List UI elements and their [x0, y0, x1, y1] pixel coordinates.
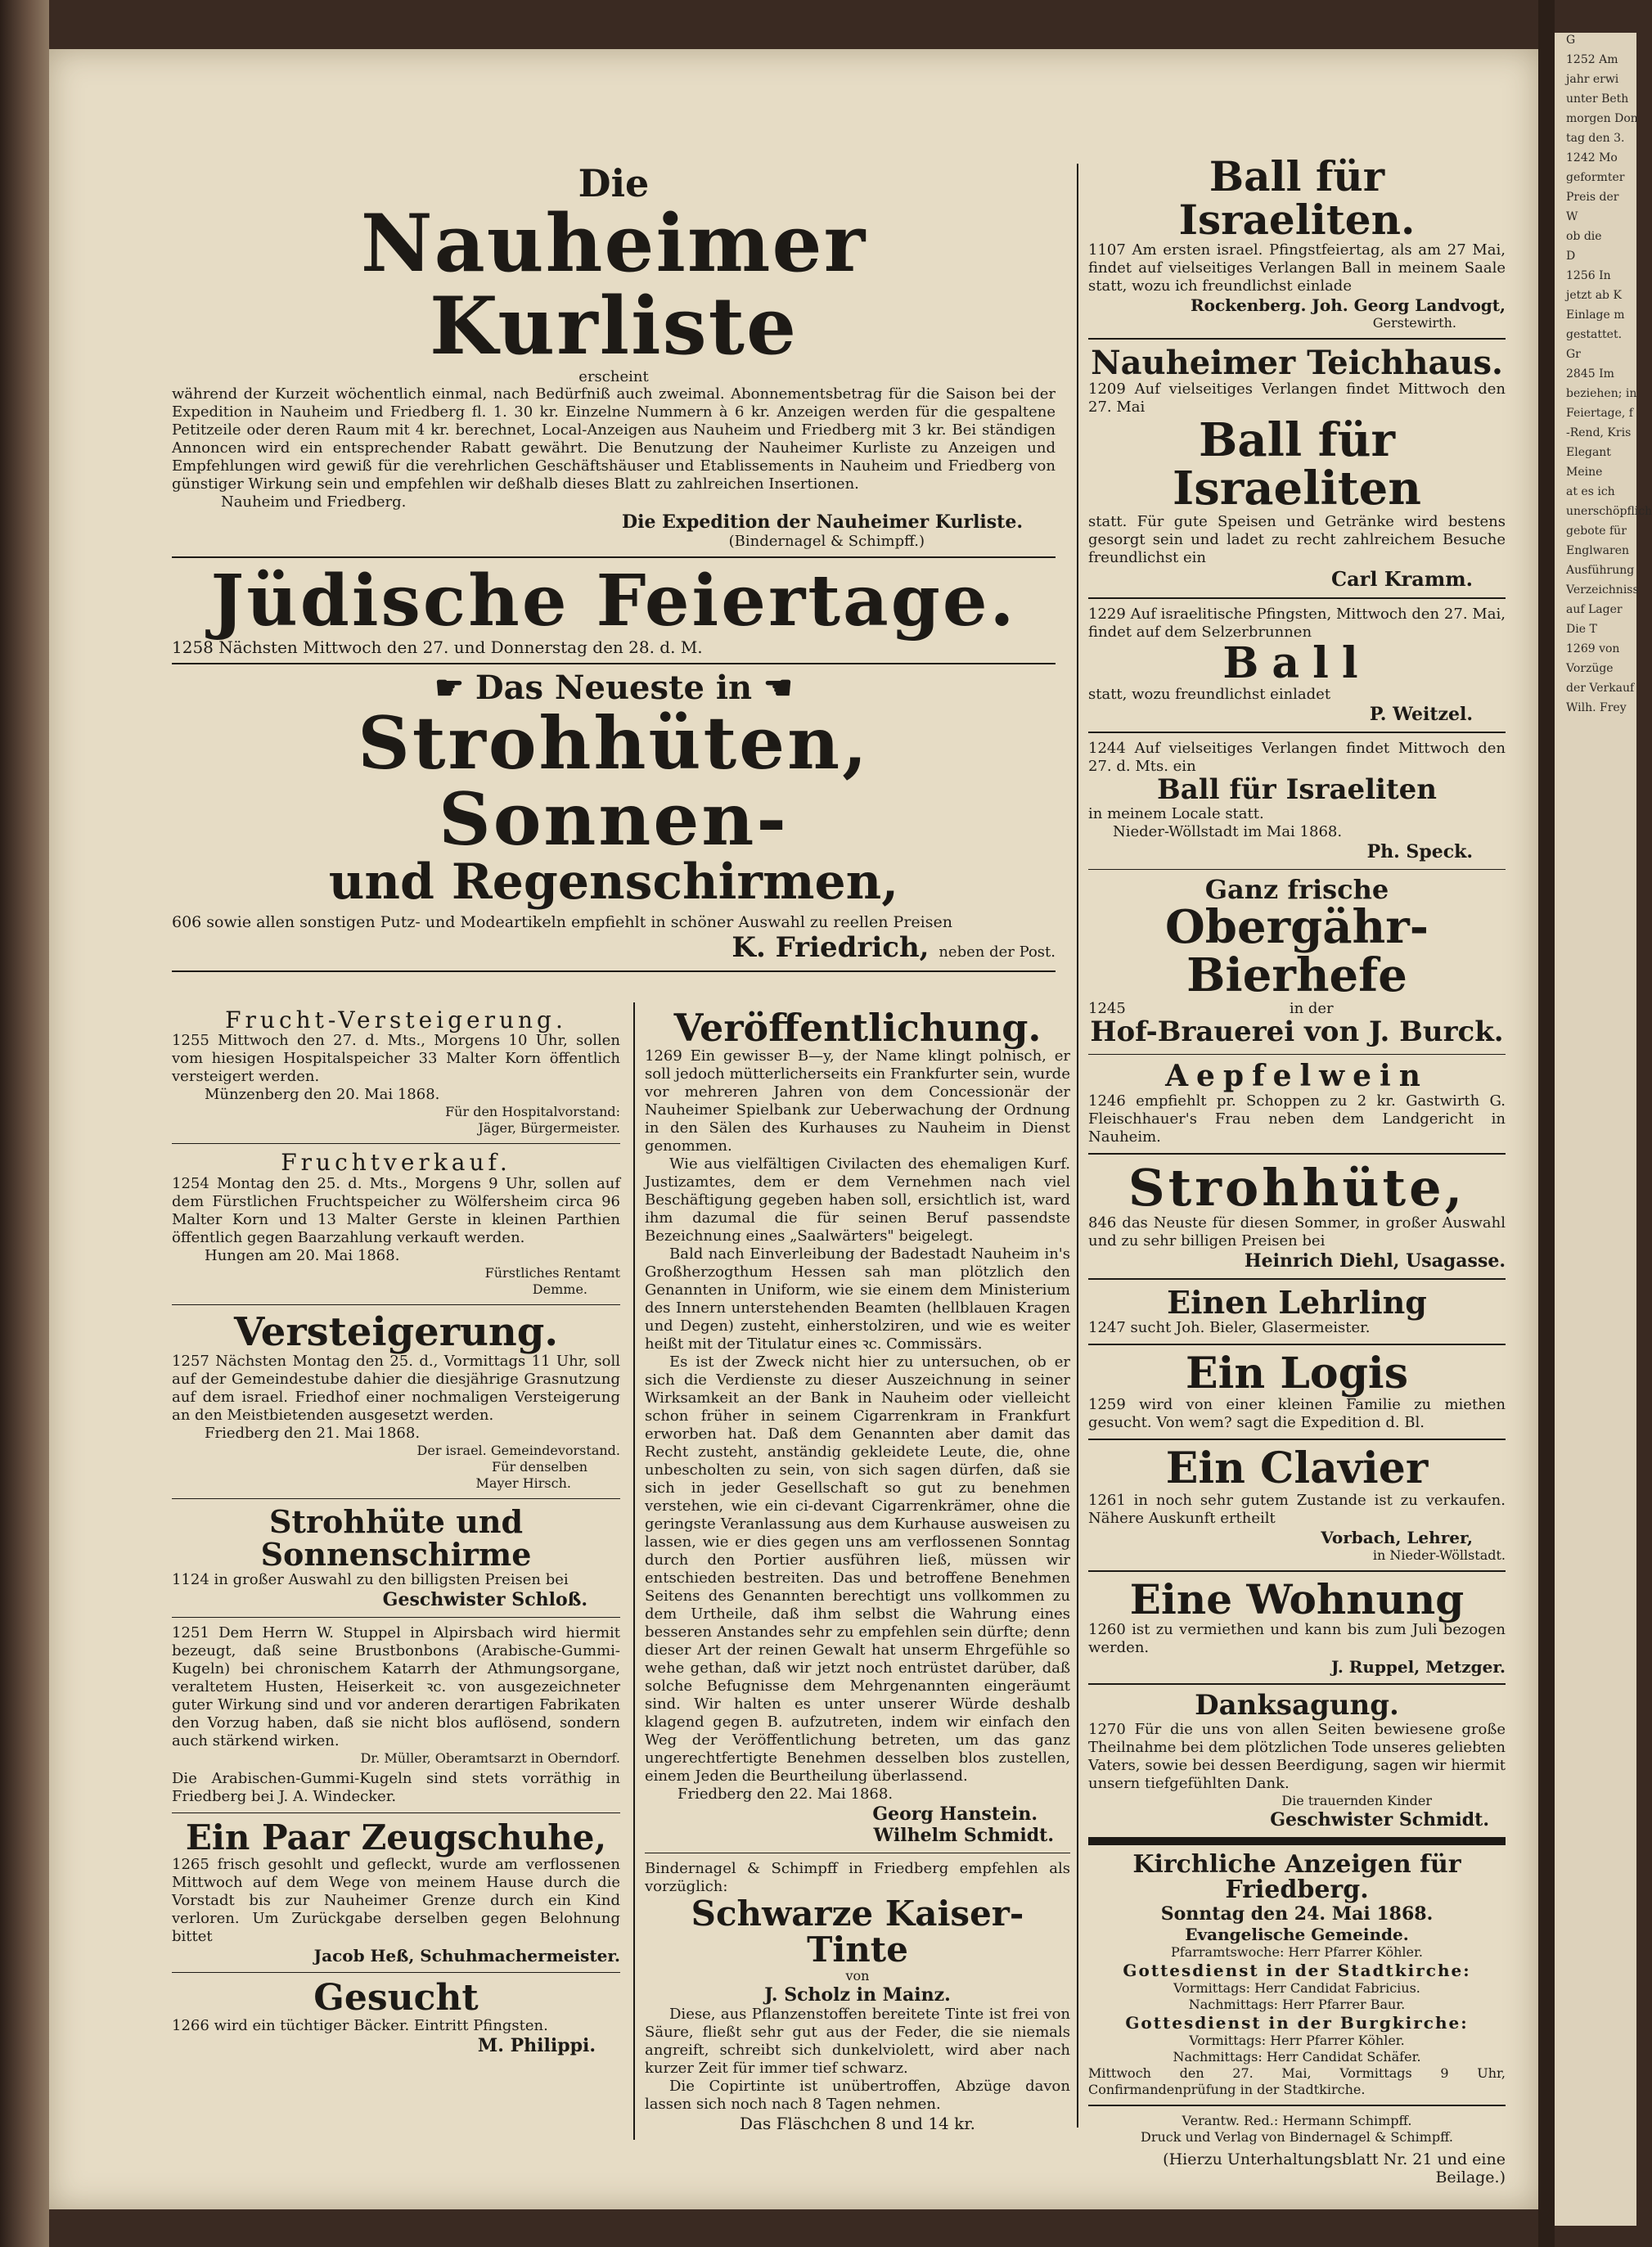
adjacent-page-fragment: unerschöpflich: [1566, 505, 1652, 518]
adjacent-page-fragment: Preis der: [1566, 191, 1619, 204]
adjacent-page-fragment: 1242 Mo: [1566, 151, 1618, 164]
kirch-gemeinde: Evangelische Gemeinde.: [1185, 1924, 1409, 1944]
divider: [1088, 869, 1506, 870]
schuhe-text: 1265 frisch gesohlt und gefleckt, wurde am verflossenen Mittwoch auf dem Wege von meinem Hause durch die Vorstadt bis zur Nauheimer Grenze durch ein Kind verloren. Um Zurückgabe derselben gegen Belohnung bittet: [172, 1856, 620, 1946]
veroff-p2: Wie aus vielfältigen Civilacten des ehemaligen Kurf. Justizamtes, dem er dem Vernehmen nach viel Beschäftigung gegeben haben soll, ersichtlich ist, ward ihm dazumal die für seinen Beruf passendste Bezeichnung eines „Saalwärters" beigelegt.: [645, 1155, 1070, 1245]
tinte-pre: Bindernagel & Schimpff in Friedberg empfehlen als vorzüglich:: [645, 1860, 1070, 1896]
frucht-date: Münzenberg den 20. Mai 1868.: [205, 1086, 440, 1104]
tinte-title: Schwarze Kaiser-Tinte: [691, 1894, 1024, 1970]
verkauf-date: Hungen am 20. Mai 1868.: [205, 1246, 400, 1264]
ball1-signature-2: Gerstewirth.: [1372, 315, 1456, 331]
ball4-date: Nieder-Wöllstadt im Mai 1868.: [1113, 822, 1343, 840]
ball4-signature: Ph. Speck.: [1366, 840, 1473, 862]
column-rule-middle: [633, 1002, 635, 2140]
diehl-title: Strohhüte,: [1128, 1157, 1466, 1218]
tinte-maker: J. Scholz in Mainz.: [764, 1984, 951, 2006]
divider: [172, 1143, 620, 1144]
ball1-title: Ball für Israeliten.: [1178, 152, 1416, 244]
divider: [1088, 732, 1506, 733]
wohnung-title: Eine Wohnung: [1129, 1574, 1465, 1623]
kirchliche-anzeigen: [1088, 1849, 1506, 2098]
kirch-burg-2: Nachmittags: Herr Candidat Schäfer.: [1173, 2048, 1421, 2065]
frucht-text: 1255 Mittwoch den 27. d. Mts., Morgens 10 Uhr, sollen vom hiesigen Hospitalspeicher 33 Malter Korn öffentlich versteigert werden.: [172, 1032, 620, 1086]
kirch-burg-1: Vormittags: Herr Pfarrer Köhler.: [1189, 2032, 1405, 2048]
left-wide-column: [172, 161, 1056, 979]
adjacent-page-fragment: 1256 In: [1566, 269, 1611, 282]
apfel-title: Aepfelwein: [1165, 1058, 1429, 1093]
divider: [1088, 1054, 1506, 1055]
teich-title: Nauheimer Teichhaus.: [1091, 344, 1503, 382]
adjacent-page-fragment: G: [1566, 34, 1576, 47]
hefe-title: Obergähr-Bierhefe: [1165, 900, 1429, 1003]
dank-text: 1270 Für die uns von allen Seiten bewiesene große Theilnahme bei dem plötzlichen Tode unseres geliebten Vaters, sowie bei dessen Beerdigung, sagen wir hiermit unsern tiefgefühlten Dank.: [1088, 1720, 1506, 1792]
logis-title: Ein Logis: [1186, 1348, 1408, 1398]
veroff-date: Friedberg den 22. Mai 1868.: [677, 1785, 894, 1803]
kurliste-signature: Die Expedition der Nauheimer Kurliste.: [622, 511, 1023, 533]
adjacent-page-fragment: Meine: [1566, 466, 1603, 479]
adjacent-page-fragment: Wilh. Frey: [1566, 701, 1627, 714]
hefe-signature: Hof-Brauerei von J. Burck.: [1090, 1015, 1504, 1049]
adjacent-page-fragment: ob die: [1566, 230, 1602, 243]
adjacent-page-fragment: D: [1566, 250, 1576, 263]
schloss-signature: Geschwister Schloß.: [382, 1588, 587, 1610]
divider: [172, 1498, 620, 1499]
gesucht-title: Gesucht: [313, 1977, 479, 2020]
adjacent-page-fragment: Feiertage, f: [1566, 407, 1633, 420]
ball3-text-2: statt, wozu freundlichst einladet: [1088, 686, 1331, 704]
kurliste-place: Nauheim und Friedberg.: [221, 493, 407, 511]
hefe-pre: Ganz frische: [1204, 873, 1389, 905]
adjacent-page-fragment: gebote für: [1566, 525, 1627, 538]
adjacent-page-fragment: der Verkauf: [1566, 682, 1635, 695]
divider: [1088, 1837, 1506, 1845]
veroff-signature-1: Georg Hanstein.: [872, 1803, 1038, 1826]
kirch-date: Sonntag den 24. Mai 1868.: [1160, 1903, 1434, 1925]
clavier-signature: Vorbach, Lehrer,: [1321, 1527, 1473, 1547]
adjacent-page-fragment: Elegant: [1566, 446, 1611, 459]
ball1-signature: Rockenberg. Joh. Georg Landvogt,: [1190, 295, 1506, 315]
veroff-p4: Es ist der Zweck nicht hier zu untersuchen, ob er sich die Verdienste zu dieser Auszeichnung in seiner Wirksamkeit an der Bank in Nauheim oder vielleicht schon früher in seinem Cigarrenkram in Frankfurt erworben hat. Daß dem Genannten aber damit das Recht zusteht, anständig gekleidete Leute, die, ohne unbescholten zu sein, von sich sagen dürfen, daß sie sich in jeder Gesellschaft so gut zu benehmen verstehen, wie ein ci-devant Cigarrenkrämer, ohne die geringste Veranlassung aus dem Kurhause ausweisen zu lassen, wie er dies gegen uns am verflossenen Sonntag durch den Portier ausführen ließ, müssen wir entschieden bestreiten. Das und betroffene Benehmen Seitens des Genannten berechtigt uns vollkommen zu dem Urtheile, daß ihm selbst die Wahrung eines besseren Anstandes sehr zu empfehlen sein dürfte; denn dieser Art der reinen Gewalt hat unserm Ehrgefühle so wehe gethan, daß wir jetzt noch entrüstet darüber, daß solche Befugnisse dem Mehrgenannten eingeräumt sind. Wir halten es unter unserer Würde deshalb klagend gegen B. aufzutreten, indem wir einfach den Weg der Veröffentlichung betreten, um das ganz ungerechtfertigte Benehmen desselben blos zustellen, einem Jeden die Beurtheilung überlassend.: [645, 1353, 1070, 1785]
clavier-title: Ein Clavier: [1165, 1443, 1429, 1494]
kurliste-die: Die: [578, 161, 650, 205]
divider: [1088, 597, 1506, 599]
schuhe-signature: Jacob Heß, Schuhmachermeister.: [313, 1946, 620, 1966]
veroff-p1: 1269 Ein gewisser B—y, der Name klingt polnisch, er soll jedoch mütterlicherseits ein Frankfurter sein, wurde vor mehreren Jahren von dem Concessionär der Nauheimer Spielbank zur Ueberwachung der Ordnung in den Sälen des Kurhauses zu Nauheim in Dienst genommen.: [645, 1047, 1070, 1155]
divider: [1088, 1344, 1506, 1345]
ball4-text: 1244 Auf vielseitiges Verlangen findet Mittwoch den 27. d. Mts. ein: [1088, 740, 1506, 776]
adjacent-page-fragment: unter Beth: [1566, 92, 1629, 106]
divider: [1088, 1570, 1506, 1572]
divider: [1088, 1278, 1506, 1280]
divider: [172, 970, 1056, 972]
feiertage-ad: [172, 559, 1056, 658]
stroh-signature: K. Friedrich, neben der Post.: [731, 930, 1056, 964]
dank-signature-1: Die trauernden Kinder: [1281, 1792, 1432, 1808]
right-column: [1088, 152, 1506, 2186]
adjacent-page-fragment: geformter: [1566, 171, 1625, 184]
stroh-title: Strohhüten, Sonnen-: [358, 700, 870, 862]
kurliste-text: während der Kurzeit wöchentlich einmal, nach Bedürfniß auch zweimal. Abonnementsbetrag für die Saison bei der Expedition in Nauheim und Friedberg fl. 1. 30 kr. Einzelne Nummern à 6 kr. Anzeigen werden für die gespaltene Petitzeile oder deren Raum mit 4 kr. berechnet, Local-Anzeigen aus Nauheim und Friedberg mit 3 kr. Bei ständigen Annoncen wird ein entsprechender Rabatt gewährt. Die Benutzung der Nauheimer Kurliste zu Anzeigen und Empfehlungen wird gewiß für die verehrlichen Geschäftshäuser und Etablissements in Nauheim und Friedberg von günstiger Wirkung sein und empfehlen wir deßhalb dieses Blatt zu zahlreichen Insertionen.: [172, 385, 1056, 493]
adjacent-page-fragment: Gr: [1566, 348, 1581, 361]
stroh-text: 606 sowie allen sonstigen Putz- und Modeartikeln empfiehlt in schöner Auswahl zu reellen Preisen: [172, 912, 952, 931]
kirch-stadt-1: Vormittags: Herr Candidat Fabricius.: [1173, 1979, 1420, 1996]
verst-title: Versteigerung.: [233, 1308, 559, 1355]
verkauf-sig-2: Demme.: [532, 1281, 587, 1297]
adjacent-page-fragment: jetzt ab K: [1566, 289, 1622, 302]
adjacent-page-fragment: 1269 von: [1566, 642, 1620, 655]
kirch-burgkirche: Gottesdienst in der Burgkirche:: [1125, 2012, 1469, 2033]
schloss-text: 1124 in großer Auswahl zu den billigsten Preisen bei: [172, 1570, 569, 1588]
divider: [172, 1972, 620, 1973]
kirch-title: Kirchliche Anzeigen für Friedberg.: [1132, 1849, 1461, 1905]
adjacent-page-fragment: gestattet.: [1566, 328, 1623, 341]
verkauf-sig-1: Fürstliches Rentamt: [484, 1264, 620, 1281]
veroff-signature-2: Wilhelm Schmidt.: [873, 1825, 1054, 1847]
adjacent-page-fragment: W: [1566, 210, 1578, 223]
divider: [172, 556, 1056, 558]
adjacent-page-fragment: jahr erwi: [1566, 73, 1619, 86]
wohnung-signature: J. Ruppel, Metzger.: [1330, 1657, 1506, 1677]
divider: [172, 1812, 620, 1813]
lehrling-text: 1247 sucht Joh. Bieler, Glasermeister.: [1088, 1318, 1371, 1336]
left-narrow-column: [172, 1008, 620, 2056]
ball3-title: Ball: [1222, 637, 1371, 688]
beilage-note: (Hierzu Unterhaltungsblatt Nr. 21 und eine Beilage.): [1163, 2150, 1506, 2186]
adjacent-page-fragment: Einlage m: [1566, 308, 1625, 322]
verkauf-title: Fruchtverkauf.: [281, 1149, 511, 1177]
dank-title: Danksagung.: [1195, 1689, 1399, 1722]
ball3-text: 1229 Auf israelitische Pfingsten, Mittwoch den 27. Mai, findet auf dem Selzerbrunnen: [1088, 605, 1506, 641]
divider: [1088, 2105, 1506, 2106]
divider: [1088, 1439, 1506, 1440]
verst-sig-2: Für denselben: [492, 1459, 587, 1475]
gummi-signature: Dr. Müller, Oberamtsarzt in Oberndorf.: [360, 1749, 620, 1766]
divider: [172, 663, 1056, 664]
gummi-text: 1251 Dem Herrn W. Stuppel in Alpirsbach wird hiermit bezeugt, daß seine Brustbonbons (Arabische-Gummi-Kugeln) bei chronischem Katarrh der Athmungsorgane, veraltetem Husten, Heiserkeit ꝛc. von ausgezeichneter guter Wirkung sind und vor anderen derartigen Fabrikaten den Vorzug haben, daß sie nicht blos auflösend, sondern auch stärkend wirken.: [172, 1623, 620, 1749]
veroff-p3: Bald nach Einverleibung der Badestadt Nauheim in's Großherzogthum Hessen sah man plötzlich den Genannten in Uniform, wie sie einem dem Ministerium des Innern unterstehenden Beamten (hellblauen Kragen und Degen) zusteht, einherstolziren, und wie es weiter heißt mit der Titulatur eines ꝛc. Commissärs.: [645, 1245, 1070, 1353]
tinte-von: von: [845, 1968, 870, 1984]
diehl-signature: Heinrich Diehl, Usagasse.: [1244, 1250, 1506, 1272]
feiertage-text: 1258 Nächsten Mittwoch den 27. und Donnerstag den 28. d. M.: [172, 637, 703, 658]
feiertage-title: Jüdische Feiertage.: [210, 559, 1017, 642]
kurliste-title: Nauheimer Kurliste: [360, 197, 867, 373]
gesucht-text: 1266 wird ein tüchtiger Bäcker. Eintritt Pfingsten.: [172, 2017, 548, 2035]
adjacent-page-fragment: Verzeichniss: [1566, 583, 1639, 597]
tinte-price: Das Fläschchen 8 und 14 kr.: [740, 2114, 975, 2134]
middle-column: [645, 1008, 1070, 2133]
frucht-sig-1: Für den Hospitalvorstand:: [445, 1104, 620, 1120]
adjacent-page-fragment: Ausführung: [1566, 564, 1635, 577]
verst-date: Friedberg den 21. Mai 1868.: [205, 1425, 421, 1443]
imprint-2: Druck und Verlag von Bindernagel & Schimpff.: [1141, 2128, 1453, 2145]
adjacent-page-fragment: Die T: [1566, 623, 1597, 636]
tinte-text: Diese, aus Pflanzenstoffen bereitete Tinte ist frei von Säure, fließt sehr gut aus der Feder, die sie niemals angreift, schreibt sich dunkelviolett, wird aber nach kurzer Zeit für immer tief schwarz.: [645, 2006, 1070, 2078]
teich-text-2: statt. Für gute Speisen und Getränke wird bestens gesorgt sein und ladet zu recht zahlreichem Besuche freundlichst ein: [1088, 512, 1506, 566]
kurliste-erscheint: erscheint: [578, 367, 649, 385]
page-gutter: [1538, 0, 1555, 2247]
verst-sig-1: Der israel. Gemeindevorstand.: [416, 1443, 620, 1459]
ball4-text-2: in meinem Locale statt.: [1088, 804, 1264, 822]
pointing-hand-icon: ☛: [434, 669, 475, 708]
adjacent-page-fragment: Englwaren: [1566, 544, 1629, 557]
divider: [1088, 1683, 1506, 1685]
adjacent-page-strip: [1555, 33, 1652, 2226]
divider: [1088, 1153, 1506, 1155]
ball4-title: Ball für Israeliten: [1156, 773, 1438, 807]
adjacent-page-fragment: -Rend, Kris: [1566, 426, 1632, 439]
kirch-stadtkirche: Gottesdienst in der Stadtkirche:: [1123, 1960, 1471, 1980]
logis-text: 1259 wird von einer kleinen Familie zu miethen gesucht. Von wem? sagt die Expedition d. Bl.: [1088, 1396, 1506, 1432]
book-spine: [0, 0, 49, 2247]
divider: [172, 1617, 620, 1618]
lehrling-title: Einen Lehrling: [1167, 1283, 1427, 1321]
adjacent-page-fragment: beziehen; in: [1566, 387, 1637, 400]
ball3-signature: P. Weitzel.: [1369, 704, 1473, 726]
adjacent-page-fragment: at es ich: [1566, 485, 1615, 498]
diehl-text: 846 das Neuste für diesen Sommer, in großer Auswahl und zu sehr billigen Preisen bei: [1088, 1214, 1506, 1250]
adjacent-page-fragment: Vorzüge: [1566, 662, 1614, 675]
teich-text: 1209 Auf vielseitiges Verlangen findet Mittwoch den 27. Mai: [1088, 381, 1506, 416]
teich-ball: Ball für Israeliten: [1173, 413, 1421, 516]
kirch-stadt-2: Nachmittags: Herr Pfarrer Baur.: [1188, 1996, 1406, 2012]
pointing-hand-icon: ☚: [752, 669, 793, 708]
clavier-text: 1261 in noch sehr gutem Zustande ist zu verkaufen. Nähere Auskunft ertheilt: [1088, 1491, 1506, 1527]
newspaper-page: [49, 49, 1538, 2209]
kurliste-ad: [172, 161, 1056, 550]
hefe-line: 1245 in der: [1088, 1000, 1334, 1018]
adjacent-page-fragment: morgen Don: [1566, 112, 1638, 125]
kurliste-signature-2: (Bindernagel & Schimpff.): [728, 532, 925, 550]
strohhuete-friedrich-ad: [172, 671, 1056, 964]
verst-sig-3: Mayer Hirsch.: [475, 1475, 571, 1492]
adjacent-page-fragment: 1252 Am: [1566, 53, 1618, 66]
divider: [172, 1304, 620, 1305]
gummi-note: Die Arabischen-Gummi-Kugeln sind stets vorräthig in Friedberg bei J. A. Windecker.: [172, 1769, 620, 1805]
stroh-pre: ☛ Das Neueste in ☚: [434, 669, 793, 708]
adjacent-page-fragment: 2845 Im: [1566, 367, 1614, 381]
imprint-1: Verantw. Red.: Hermann Schimpff.: [1182, 2112, 1412, 2128]
schloss-title: Strohhüte und Sonnenschirme: [260, 1503, 532, 1574]
column-rule-right: [1077, 164, 1078, 2128]
ball1-text: 1107 Am ersten israel. Pfingstfeiertag, als am 27 Mai, findet auf vielseitiges Verlangen Ball in meinem Saale statt, wozu ich freundlichst einlade: [1088, 241, 1506, 295]
adjacent-page-fragment: auf Lager: [1566, 603, 1623, 616]
frucht-title: Frucht-Versteigerung.: [225, 1006, 567, 1033]
veroff-title: Veröffentlichung.: [673, 1006, 1042, 1050]
teich-signature: Carl Kramm.: [1331, 566, 1473, 591]
stroh-title-2: und Regenschirmen,: [328, 853, 899, 911]
verkauf-text: 1254 Montag den 25. d. Mts., Morgens 9 Uhr, sollen auf dem Fürstlichen Fruchtspeicher zu Wölfersheim circa 96 Malter Korn und 13 Malter Gerste in kleinen Parthien öffentlich gegen Baarzahlung verkauft werden.: [172, 1174, 620, 1246]
clavier-signature-2: in Nieder-Wöllstadt.: [1372, 1547, 1506, 1563]
kirch-burg-3: Mittwoch den 27. Mai, Vormittags 9 Uhr, Confirmandenprüfung in der Stadtkirche.: [1088, 2065, 1506, 2097]
frucht-sig-2: Jäger, Bürgermeister.: [478, 1120, 620, 1137]
verst-text: 1257 Nächsten Montag den 25. d., Vormittags 11 Uhr, soll auf der Gemeindestube dahier die diesjährige Grasnutzung auf dem israel. Friedhof einer nochmaligen Versteigerung an den Meistbietenden ausgesetzt werden.: [172, 1353, 620, 1425]
divider: [1088, 338, 1506, 340]
tinte-text-2: Die Copirtinte ist unübertroffen, Abzüge davon lassen sich noch nach 8 Tagen nehmen.: [645, 2078, 1070, 2114]
schuhe-title: Ein Paar Zeugschuhe,: [185, 1817, 607, 1857]
kirch-woche: Pfarramtswoche: Herr Pfarrer Köhler.: [1171, 1943, 1423, 1960]
adjacent-page-fragment: tag den 3.: [1566, 132, 1625, 145]
gesucht-signature: M. Philippi.: [477, 2035, 596, 2057]
wohnung-text: 1260 ist zu vermiethen und kann bis zum Juli bezogen werden.: [1088, 1621, 1506, 1657]
apfel-text: 1246 empfiehlt pr. Schoppen zu 2 kr. Gastwirth G. Fleischhauer's Frau neben dem Landgericht in Nauheim.: [1088, 1092, 1506, 1146]
dank-signature-2: Geschwister Schmidt.: [1270, 1808, 1489, 1830]
